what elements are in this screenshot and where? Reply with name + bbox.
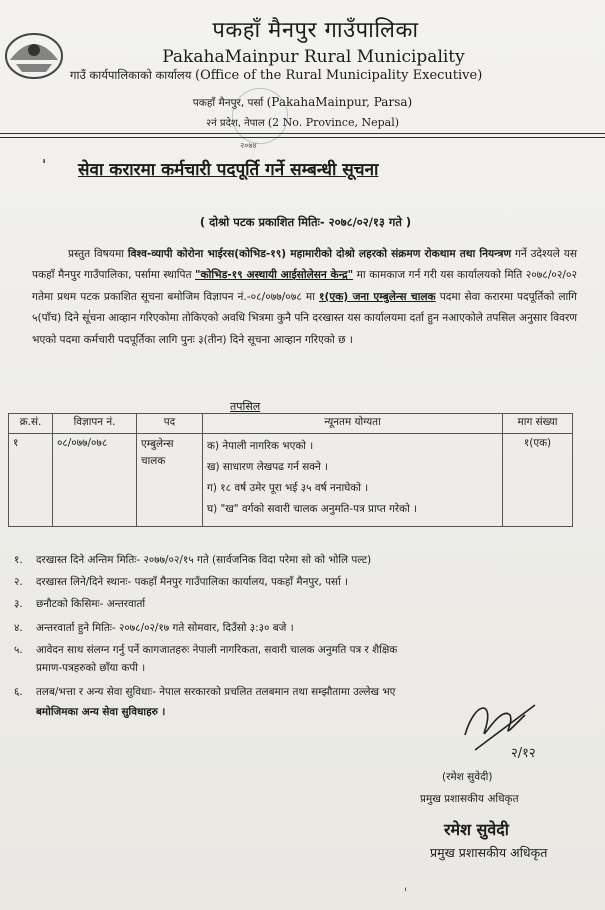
table-row — [9, 434, 573, 527]
body-text-2: गर्ने उदेश्यले यस पकहाँ मैनपुर गाउँपालिका, पर्सामा स्थापित — [32, 248, 577, 282]
pen-mark: ˌ — [88, 300, 92, 314]
list-item: २. दरखास्त लिने/दिने स्थानः- पकहाँ मैनपुर गाउँपालिका कार्यालय, पकहाँ मैनपुर, पर्सा । — [14, 576, 349, 588]
col-ad-no: विज्ञापन नं. — [53, 414, 137, 434]
col-demand: माग संख्या — [503, 414, 573, 434]
details-table — [8, 413, 573, 527]
province-en: (2 No. Province, Nepal) — [267, 116, 399, 129]
requirement-item: घ) "ख" वर्गको सवारी चालक अनुमति-पत्र प्राप्त गरेको । — [207, 503, 418, 515]
cell-sn: १ — [9, 434, 53, 527]
col-post: पद — [137, 414, 203, 434]
svg-text:२/१२: २/१२ — [511, 746, 536, 761]
details-heading: तपसिल — [230, 400, 261, 413]
pen-mark: ˌ — [404, 878, 408, 892]
list-item: ६. तलब/भत्ता र अन्य सेवा सुविधाः- नेपाल सरकारको प्रचलित तलबमान तथा सम्झौतामा उल्लेख भए बमोजिमका अन्य सेवा सुविधाहरु । — [14, 686, 396, 718]
cell-ad-no: ०८/०७७/०७८ — [53, 434, 137, 527]
signatory-role: प्रमुख प्रशासकीय अधिकृत — [420, 793, 519, 805]
municipality-name-np: पकहाँ मैनपुर गाउँपालिका — [212, 18, 419, 43]
municipality-name-en: PakahaMainpur Rural Municipality — [162, 47, 465, 67]
body-text-4: पदमा सेवा करारमा पदपूर्तिको लागि ५(पाँच) दिने सूचना आव्हान गरिएकोमा तोकिएको अवधि भित्रमा कुनै पनि दरखास्त यस कार्यालयमा दर्ता हुन नआएकोले तपसिल अनुसार विवरण भएको पदमा कर्मचारी पदपूर्तिका लागि पुनः ३(तीन) दिने सूचना आव्हान गरिएको छ । — [32, 290, 578, 346]
pen-mark: ˌ — [42, 150, 47, 166]
cell-demand: १(एक) — [503, 434, 573, 527]
requirement-item: क) नेपाली नागरिक भएको । — [207, 440, 314, 452]
address-np: पकहाँ मैनपुर, पर्सा — [192, 97, 264, 109]
notice-body — [32, 244, 577, 351]
requirement-item: ग) १८ वर्ष उमेर पूरा भई ३५ वर्ष ननाघेको । — [207, 482, 369, 494]
header-divider — [0, 133, 605, 134]
signatory-name: (रमेश सुवेदी) — [442, 771, 493, 783]
notice-title: सेवा करारमा कर्मचारी पदपूर्ति गर्ने सम्बन्धी सूचना — [78, 160, 379, 180]
notice-subtitle: ( दोश्रो पटक प्रकाशित मितिः- २०७८/०२/१३ गते ) — [199, 215, 412, 229]
col-sn: क्र.सं. — [9, 414, 53, 434]
address-en: (PakahaMainpur, Parsa) — [266, 95, 413, 109]
stamp-role: प्रमुख प्रशासकीय अधिकृत — [430, 845, 548, 860]
body-text-3: मा कामकाज गर्न गरी यस कार्यालयको मिति २०७८/०२/०२ गतेमा प्रथम पटक प्रकाशित सूचना बमोजिम विज्ञापन नं.-०८/०७७/०७८ मा — [32, 269, 577, 303]
cell-requirements — [203, 434, 503, 527]
body-text-1: प्रस्तुत विषयमा — [68, 248, 128, 260]
col-requirements: न्यूनतम योग्यता — [203, 414, 503, 434]
stamp-name: रमेश सुवेदी — [444, 820, 509, 839]
body-bold-3: १(एक) जना एम्बुलेन्स चालक — [319, 290, 436, 303]
stamp-year: २०७४ — [240, 141, 257, 150]
office-np: गाउँ कार्यपालिकाको कार्यालय — [70, 68, 192, 82]
province-line — [0, 115, 605, 129]
requirement-item: ख) साधारण लेखपढ गर्न सक्ने । — [207, 461, 328, 473]
body-bold-1: विश्व-व्यापी कोरोना भाईरस(कोभिड-१९) महामारीको दोश्रो लहरको संक्रमण रोकथाम तथा नियन्त्रण — [127, 248, 512, 260]
cell-post: एम्बुलेन्स चालक — [137, 434, 203, 527]
office-stamp — [232, 88, 288, 144]
address-line — [0, 95, 605, 110]
province-np: २नं प्रदेश, नेपाल — [205, 118, 265, 129]
list-item: ३. छनौटको किसिमः- अन्तरवार्ता — [14, 598, 146, 610]
body-bold-2: "कोभिड-१९ अस्थायी आईसोलेसन केन्द्र" — [195, 269, 354, 282]
handwritten-signature — [455, 695, 555, 765]
list-item: ५. आवेदन साथ संलग्न गर्नु पर्ने कागजातहरुः नेपाली नागरिकता, सवारी चालक अनुमति पत्र र शैक्षिक प्रमाण-पत्रहरुको छाँया कपी । — [14, 644, 398, 674]
list-item: १. दरखास्त दिने अन्तिम मितिः- २०७७/०२/१५ गते (सार्वजनिक विदा परेमा सो को भोलि पल्ट) — [14, 554, 372, 566]
table-header-row — [9, 414, 573, 434]
header-divider-thin — [0, 137, 605, 138]
office-en: (Office of the Rural Municipality Executive) — [195, 68, 483, 83]
office-line — [70, 68, 482, 83]
list-item: ४. अन्तरवार्ता हुने मितिः- २०७८/०२/१७ गते सोमवार, दिउँसो ३:३० बजे । — [14, 622, 294, 634]
